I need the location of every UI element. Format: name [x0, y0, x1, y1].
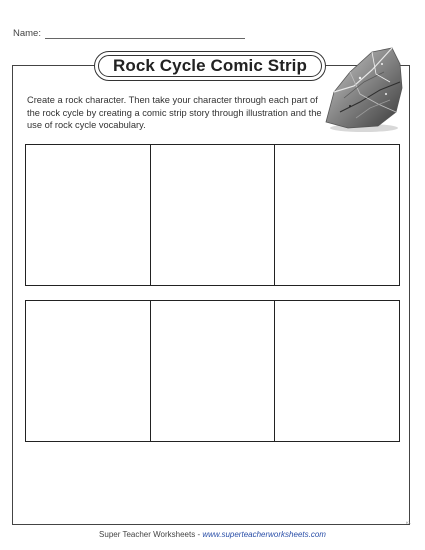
page-code: KL: [406, 520, 411, 525]
comic-panel-5[interactable]: [150, 301, 275, 441]
instructions-text: Create a rock character. Then take your character through each part of the rock cycle by creating a comic strip story through illustration and the use of rock cycle vocabulary.: [27, 95, 322, 130]
comic-panel-1[interactable]: [26, 145, 150, 285]
name-label: Name:: [13, 28, 41, 39]
comic-panel-6[interactable]: [274, 301, 399, 441]
comic-panel-2[interactable]: [150, 145, 275, 285]
rock-icon: [320, 42, 406, 134]
footer: [0, 530, 425, 539]
page-title: Rock Cycle Comic Strip: [113, 56, 307, 75]
comic-row-1: [25, 144, 400, 286]
comic-row-2: [25, 300, 400, 442]
footer-link[interactable]: www.superteacherworksheets.com: [202, 530, 326, 539]
footer-brand: Super Teacher Worksheets: [99, 530, 196, 539]
footer-separator: -: [195, 530, 203, 539]
name-blank-line[interactable]: [45, 29, 245, 39]
content-frame: [12, 65, 410, 525]
comic-panel-4[interactable]: [26, 301, 150, 441]
name-row: [13, 28, 245, 39]
title-banner: [94, 51, 326, 81]
comic-panel-3[interactable]: [274, 145, 399, 285]
